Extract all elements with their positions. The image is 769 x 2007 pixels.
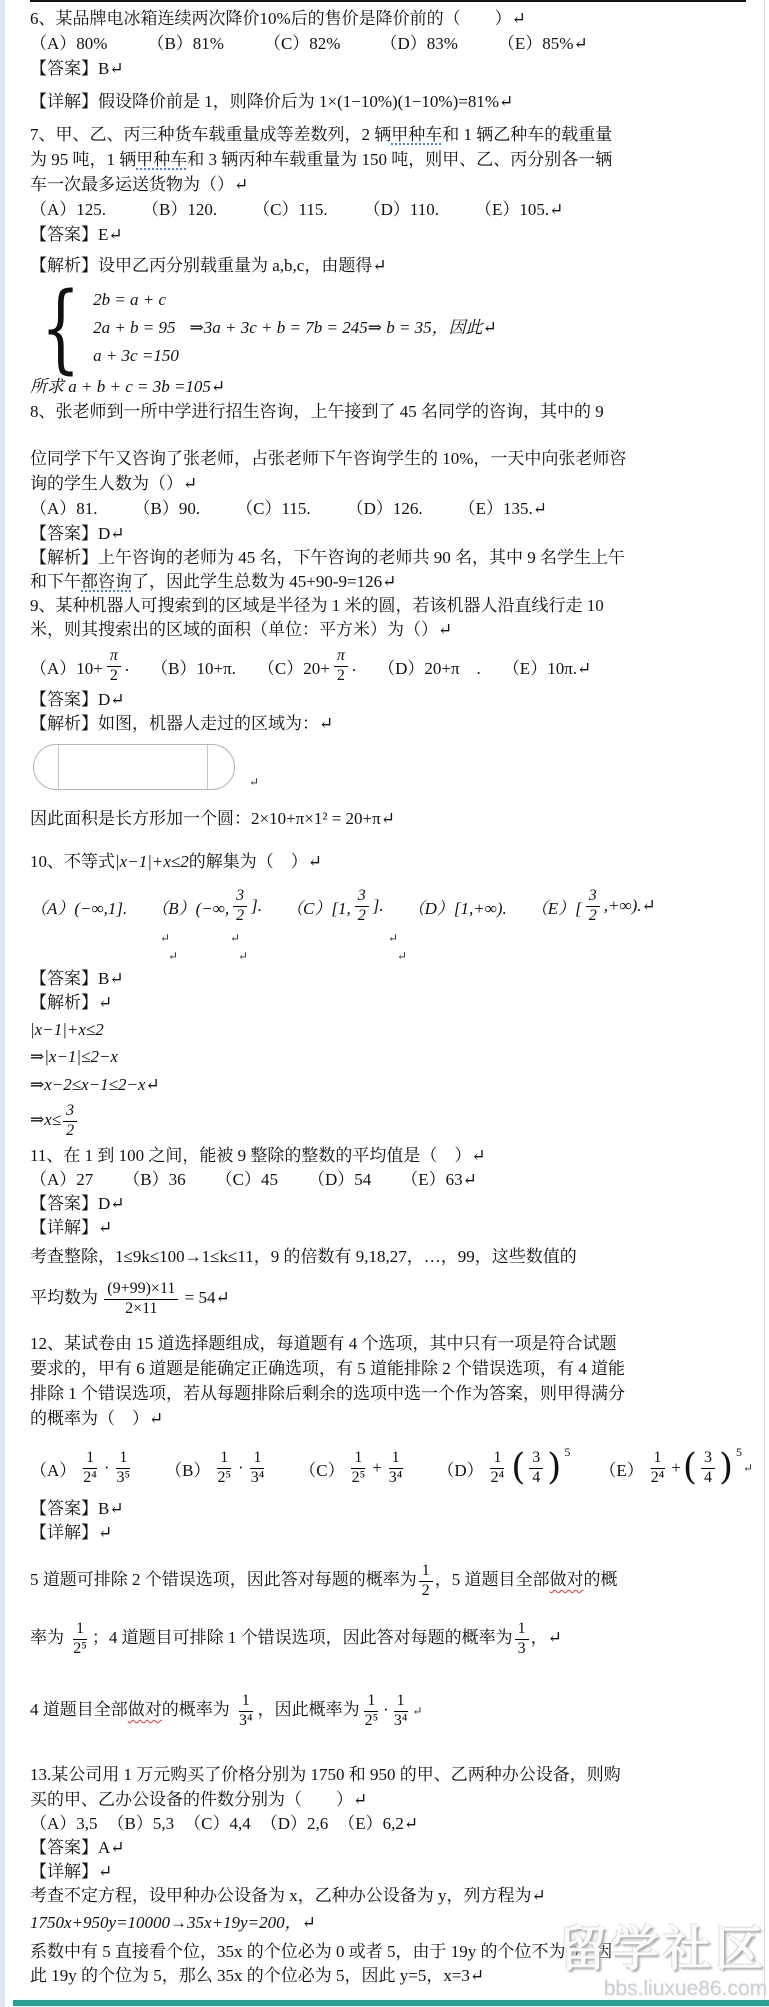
fraction-denominator: 2 (357, 906, 366, 924)
q7-spellcheck-underline: 甲种车 (136, 150, 188, 169)
fraction (107, 647, 121, 685)
q8-question-line3: 询的学生人数为（）↵ (30, 474, 198, 493)
q10-step1: |x−1|+x≤2 (30, 1020, 104, 1039)
q11-option-b: （B）36 (123, 1170, 186, 1189)
q7-text: 和 3 辆丙种车载重量为 150 吨，则甲、乙、丙分别各一辆 (187, 150, 613, 169)
q12-spellcheck-underline: 做对 (549, 1570, 584, 1589)
solution-text: 的概率为 (161, 1700, 234, 1719)
q10-options-row (30, 883, 745, 929)
option-label: （D） (437, 1460, 484, 1480)
stray-pilcrow-row-1 (30, 929, 745, 947)
fraction-denominator: 2⁵ (351, 1468, 366, 1486)
solution-text: 的概 (583, 1570, 618, 1589)
q12-question-line1: 12、某试卷由 15 道选择题组成，每道题有 4 个选项，其中只有一项是符合试题 (30, 1334, 617, 1353)
pilcrow-mark: ↵ (238, 949, 249, 963)
q12-spellcheck-underline: 做对 (127, 1700, 162, 1719)
q11-solution-line2 (30, 1273, 745, 1323)
fraction-numerator: 1 (116, 1449, 130, 1468)
pilcrow-mark: ↵ (412, 1704, 423, 1718)
q12-solution-line1 (30, 1557, 745, 1603)
fraction-denominator: 2 (421, 1581, 430, 1599)
q8-text: 了，因此学生总数为 45+90-9=126↵ (132, 572, 397, 591)
q11-question: 11、在 1 到 100 之间，能被 9 整除的整数的平均值是（ ）↵ (30, 1146, 486, 1165)
q7-result: 所求 a + b + c = 3b =105↵ (30, 377, 226, 396)
fraction-numerator: 1 (490, 1449, 504, 1468)
exponent: 5 (735, 1444, 742, 1459)
fraction-numerator: 1 (651, 1449, 665, 1468)
q9-area-conclusion (30, 806, 745, 831)
fraction-denominator: 4 (703, 1468, 712, 1486)
q9-option-b: （B）10+π. (151, 658, 236, 678)
q13-options-row (30, 1812, 745, 1836)
fraction (362, 1692, 382, 1730)
q8-option-d: （D）126. (346, 499, 423, 518)
q9-option-a (30, 647, 129, 685)
q6-option-c: （C）82% (263, 34, 341, 53)
q8-solution-line2 (30, 570, 745, 594)
fraction-numerator: 3 (701, 1449, 715, 1468)
option-label: （E） (599, 1460, 644, 1480)
q8-option-e: （E）135.↵ (458, 499, 548, 518)
q13-equation: 1750x+950y=10000→35x+19y=200，↵ (30, 1913, 316, 1932)
equation: a + 3c =150 (93, 346, 179, 365)
q10-question (30, 847, 745, 877)
q11-option-e: （E）63↵ (401, 1170, 477, 1189)
fraction (386, 1449, 406, 1487)
q7-text: 7、甲、乙、丙三种货车载重量成等差数列，2 辆 (30, 125, 392, 144)
equation: 2b = a + c (93, 290, 167, 309)
q8-option-c: （C）115. (236, 499, 311, 518)
equation-derivation: ⇒3a + 3c + b = 7b = 245⇒ b = 35，因此↵ (189, 318, 497, 337)
watermark-title: 留学社区 (558, 1923, 767, 1977)
fraction-numerator: 3 (355, 887, 369, 906)
pilcrow-mark: ↵ (168, 949, 179, 963)
q13-answer: 【答案】A↵ (30, 1838, 125, 1857)
q12-solution-line2 (30, 1613, 745, 1663)
q10-option-c (286, 887, 384, 925)
q8-text: 和下午 (30, 572, 81, 591)
watermark (559, 1924, 767, 2001)
operator: · (383, 1700, 389, 1719)
fraction (488, 1449, 508, 1487)
stadium-shape (33, 744, 235, 790)
q12-solution-line3 (30, 1685, 745, 1736)
q9-question-line2: 米，则其搜索出的区域的面积（单位：平方米）为（）↵ (30, 620, 453, 639)
solution-text: ，↵ (530, 1628, 562, 1647)
q10-analysis: 【解析】↵ (30, 993, 113, 1012)
q10-option-e (531, 887, 656, 925)
q11-solution-line1: 考查整除，1≤9k≤100→1≤k≤11，9 的倍数有 9,18,27，…，99，这些数值的 (30, 1247, 577, 1266)
q7-option-b: （B）120. (142, 200, 218, 219)
q10-text: 10、不等式 (30, 852, 115, 871)
fraction-denominator: 2⁵ (364, 1711, 379, 1729)
q12-options-row (30, 1441, 754, 1495)
fraction (391, 1692, 411, 1730)
q9-analysis: 【解析】如图，机器人走过的区域为：↵ (30, 714, 334, 733)
q12-option-e (599, 1444, 754, 1488)
q8-solution-line1: 【解析】上午咨询的老师为 45 名，下午咨询的老师共 90 名，其中 9 名学生上午 (30, 548, 625, 567)
q13-question-line2: 买的甲、乙办公设备的件数分别为（ ）↵ (30, 1790, 368, 1809)
option-text: ]. (372, 896, 384, 915)
equation (93, 314, 497, 342)
fraction (236, 1692, 256, 1730)
q11-option-c: （C）45 (215, 1170, 278, 1189)
fraction-numerator: 1 (73, 1620, 87, 1639)
pilcrow-mark: ↵ (397, 949, 408, 963)
q6-option-a: （A）80% (30, 34, 108, 53)
fraction (80, 1449, 100, 1487)
q12-option-b (165, 1449, 269, 1487)
q12-option-a (30, 1449, 135, 1487)
stadium-inner-line-left (58, 745, 59, 789)
q13-option-e: （E）6,2↵ (338, 1814, 419, 1833)
fraction-denominator: 2 (588, 906, 597, 924)
option-label: （A） (30, 1460, 77, 1480)
q13-solution-line4: 此 19y 的个位为 5，那么 35x 的个位必为 5，因此 y=5，x=3↵ (30, 1966, 485, 1985)
fraction-numerator: 1 (364, 1692, 378, 1711)
fraction-numerator: 1 (217, 1449, 231, 1468)
fraction-denominator: 3⁴ (250, 1468, 265, 1486)
q10-inline-math: |x−1|+x≤2 (115, 852, 189, 871)
q11-options-row (30, 1168, 745, 1192)
q7-answer: 【答案】E↵ (30, 225, 123, 244)
q13-solution-line1: 考查不定方程，设甲种办公设备为 x，乙种办公设备为 y，列方程为↵ (30, 1886, 546, 1905)
q12-question-line4: 的概率为（ ）↵ (30, 1409, 164, 1428)
q13-solution-line3: 系数中有 5 直接看个位，35x 的个位必为 0 或者 5，由于 19y 的个位不为 0，因 (30, 1942, 613, 1961)
option-text: ,+∞).↵ (603, 896, 656, 915)
fraction (349, 1449, 369, 1487)
option-label: （B） (165, 1460, 211, 1480)
fraction-denominator: 2⁴ (490, 1468, 505, 1486)
option-text: （A）10+ (30, 658, 103, 678)
q10-answer: 【答案】B↵ (30, 969, 124, 988)
fraction (419, 1562, 433, 1600)
q11-detail-label: 【详解】↵ (30, 1218, 113, 1237)
q9-text: 因此面积是长方形加一个圆： (30, 809, 251, 828)
q7-text: 和 1 辆乙种车的载重量 (442, 125, 613, 144)
q12-answer: 【答案】B↵ (30, 1499, 124, 1518)
option-text: ]. (251, 896, 263, 915)
q8-option-a: （A）81. (30, 499, 98, 518)
fraction (648, 1449, 668, 1487)
q10-option-a: （A）(−∞,1]. (30, 898, 128, 918)
fraction (63, 1102, 77, 1140)
big-paren-open: ( (511, 1447, 526, 1488)
solution-text: 平均数为 (30, 1288, 103, 1307)
fraction (70, 1620, 90, 1658)
fraction-denominator: 3 (517, 1639, 526, 1657)
fraction-denominator: 2⁵ (73, 1639, 87, 1657)
option-label: （C） (299, 1460, 345, 1480)
q7-spellcheck-underline: 甲种车 (391, 125, 443, 144)
q9-option-d: （D）20+π . (378, 658, 481, 678)
fraction-numerator: 3 (63, 1102, 77, 1121)
q6-option-b: （B）81% (147, 34, 224, 53)
left-margin-stripe (0, 0, 5, 2007)
q10-text: 的解集为（ ）↵ (188, 852, 322, 871)
fraction-denominator: 3⁵ (116, 1468, 131, 1486)
fraction-denominator: 2⁴ (650, 1468, 665, 1486)
stray-pilcrow-row-2 (30, 947, 745, 967)
q7-analysis: 【解析】设甲乙丙分别载重量为 a,b,c，由题得↵ (30, 256, 387, 275)
fraction (248, 1449, 268, 1487)
q7-equation-system (30, 272, 745, 384)
q6-options-row (30, 31, 745, 56)
q11-option-a: （A）27 (30, 1170, 94, 1189)
fraction (214, 1449, 234, 1487)
q9-option-e: （E）10π.↵ (502, 658, 592, 678)
q11-option-d: （D）54 (307, 1170, 372, 1189)
robot-area-figure (33, 744, 745, 790)
fraction-numerator: 1 (239, 1692, 253, 1711)
fraction-numerator: 1 (515, 1620, 529, 1639)
footer-accent-bar (13, 2000, 769, 2006)
fraction (701, 1449, 715, 1487)
q12-detail-label: 【详解】↵ (30, 1523, 113, 1542)
fraction-denominator: 3⁴ (239, 1711, 253, 1729)
q6-option-e: （E）85%↵ (497, 34, 588, 53)
blank-line (30, 424, 745, 446)
q7-option-d: （D）110. (363, 200, 439, 219)
fraction-denominator: 2 (66, 1121, 75, 1139)
q7-question-line3: 车一次最多运送货物为（）↵ (30, 175, 249, 194)
solution-text: ，5 道题目全部 (434, 1570, 550, 1589)
fraction-denominator: 2⁴ (83, 1468, 97, 1486)
q9-formula: 2×10+π×1² = 20+π↵ (251, 809, 395, 828)
fraction-numerator: 1 (389, 1449, 403, 1468)
top-border-line (30, 0, 746, 2)
pilcrow-mark: ↵ (160, 931, 171, 945)
q8-options-row (30, 496, 745, 521)
equation-text: ⇒x≤ (30, 1110, 62, 1129)
operator: + (671, 1458, 681, 1477)
equation: 2a + b = 95 (93, 318, 176, 337)
document-content (30, 6, 754, 1988)
q11-answer: 【答案】D↵ (30, 1194, 125, 1213)
watermark-site-url: bbs.liuxue86.com (603, 1977, 767, 2000)
pilcrow-mark: ↵ (742, 1460, 754, 1475)
q10-option-d: （D）[1,+∞). (407, 898, 507, 918)
solution-text: ；4 道题目可排除 1 个错误选项，因此答对每题的概率为 (91, 1628, 513, 1647)
fraction (104, 1280, 178, 1318)
fraction-denominator: 2 (336, 666, 345, 684)
q10-step2: ⇒|x−1|≤2−x (30, 1047, 118, 1066)
pilcrow-mark: ↵ (388, 931, 399, 945)
q7-options-row (30, 197, 745, 222)
fraction (529, 1449, 543, 1487)
fraction-denominator: 4 (532, 1468, 541, 1486)
big-paren-close: ) (547, 1447, 562, 1488)
fraction-numerator: 3 (586, 887, 600, 906)
fraction (233, 887, 247, 925)
q13-option-c: （C）4,4 (184, 1814, 251, 1833)
q13-question-line1: 13.某公司用 1 万元购买了价格分别为 1750 和 950 的甲、乙两种办公设备，则购 (30, 1765, 621, 1784)
q7-option-a: （A）125. (30, 200, 107, 219)
q7-option-e: （E）105.↵ (475, 200, 564, 219)
operator: · (238, 1458, 244, 1477)
q6-answer: 【答案】B↵ (30, 59, 124, 78)
q9-answer: 【答案】D↵ (30, 690, 125, 709)
system-brace: { (40, 272, 81, 384)
q6-option-d: （D）83% (380, 34, 458, 53)
solution-text: = 54↵ (180, 1288, 230, 1307)
option-text: （E）[ (530, 898, 582, 918)
big-paren-close: ) (718, 1447, 733, 1488)
system-equations (93, 286, 497, 370)
fraction-numerator: 1 (83, 1449, 97, 1468)
fraction-numerator: 1 (394, 1692, 408, 1711)
fraction-denominator: 3⁴ (388, 1468, 403, 1486)
q12-question-line2: 要求的，甲有 6 道题是能确定正确选项，有 5 道能排除 2 个错误选项，有 4 道能 (30, 1359, 625, 1378)
q13-option-d: （D）2,6 (260, 1814, 329, 1833)
q8-spellcheck-underline: 都咨询 (81, 572, 132, 591)
fraction-numerator: 1 (351, 1449, 365, 1468)
pilcrow-mark: ↵ (230, 931, 241, 945)
fraction (515, 1620, 529, 1658)
option-text: . (124, 656, 130, 675)
option-text: （C）20+ (257, 658, 330, 678)
fraction-numerator: 1 (250, 1449, 264, 1468)
q8-question-line2: 位同学下午又咨询了张老师，占张老师下午咨询学生的 10%，一天中向张老师咨 (30, 449, 627, 468)
pilcrow-mark: ↵ (249, 775, 260, 789)
q9-options-row (30, 644, 745, 688)
fraction-denominator: 2⁵ (217, 1468, 232, 1486)
q7-text: 为 95 吨，1 辆 (30, 150, 137, 169)
q13-detail-label: 【详解】↵ (30, 1862, 113, 1881)
fraction-denominator: 3⁴ (393, 1711, 408, 1729)
solution-text: 4 道题目全部 (30, 1700, 128, 1719)
q12-question-line3: 排除 1 个错误选项，若从每题排除后剩余的选项中选一个作为答案，则甲得满分 (30, 1384, 625, 1403)
operator: · (103, 1458, 110, 1477)
stadium-inner-line-right (207, 745, 208, 789)
fraction-denominator: 2 (109, 666, 118, 684)
q8-option-b: （B）90. (133, 499, 201, 518)
q8-answer: 【答案】D↵ (30, 524, 125, 543)
q6-question: 6、某品牌电冰箱连续两次降价10%后的售价是降价前的（ ）↵ (30, 9, 526, 28)
exponent: 5 (564, 1444, 571, 1459)
fraction-denominator: 2×11 (125, 1299, 158, 1317)
q9-question-line1: 9、某种机器人可搜索到的区域是半径为 1 米的圆，若该机器人沿直线行走 10 (30, 596, 604, 615)
solution-text: ，因此概率为 (257, 1700, 360, 1719)
fraction-numerator: 1 (419, 1562, 433, 1581)
q10-step3: ⇒x−2≤x−1≤2−x↵ (30, 1075, 160, 1094)
fraction-numerator: 3 (233, 887, 247, 906)
q10-option-b (151, 887, 262, 925)
q13-option-b: （B）5,3 (107, 1814, 175, 1833)
fraction-denominator: 2 (236, 906, 245, 924)
fraction (114, 1449, 134, 1487)
q8-question-line1: 8、张老师到一所中学进行招生咨询，上午接到了 45 名同学的咨询，其中的 9 (30, 402, 604, 421)
q9-option-c (258, 647, 356, 685)
q7-option-c: （C）115. (253, 200, 328, 219)
fraction (586, 887, 600, 925)
q6-detail: 【详解】假设降价前是 1，则降价后为 1×(1−10%)(1−10%)=81%↵ (30, 92, 514, 111)
q7-question-line1 (30, 122, 745, 147)
fraction-numerator: (9+99)×11 (104, 1280, 178, 1299)
fraction-numerator: π (334, 647, 348, 666)
operator: + (372, 1458, 382, 1477)
q10-step4 (30, 1099, 745, 1141)
solution-text: 5 道题可排除 2 个错误选项，因此答对每题的概率为 (30, 1570, 417, 1589)
q12-option-c (299, 1449, 407, 1487)
q12-option-d (437, 1444, 571, 1488)
option-text: （B）(−∞, (151, 898, 230, 918)
option-text: （C）[1, (286, 898, 351, 918)
big-paren-open: ( (682, 1447, 697, 1488)
q7-question-line2 (30, 147, 745, 172)
fraction-numerator: 3 (529, 1449, 543, 1468)
fraction (334, 647, 348, 685)
fraction-numerator: π (107, 647, 121, 666)
solution-text: 率为 (30, 1628, 69, 1647)
right-border-line (764, 0, 765, 2007)
fraction (355, 887, 369, 925)
q13-option-a: （A）3,5 (30, 1814, 98, 1833)
option-text: . (351, 656, 357, 675)
